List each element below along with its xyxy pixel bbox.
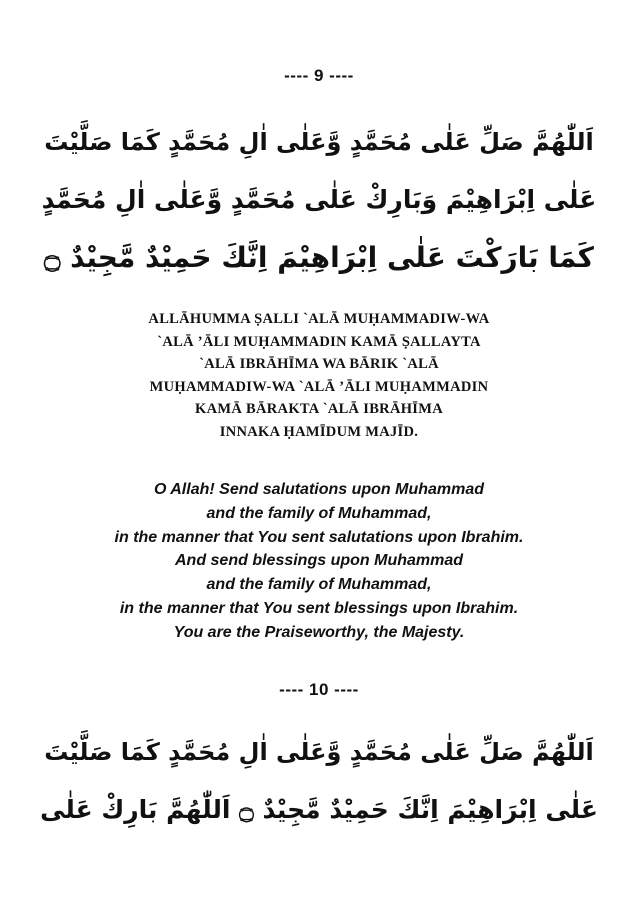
transliteration-line: ALLĀHUMMA ṢALLI `ALĀ MUḤAMMADIW-WA xyxy=(148,311,490,327)
transliteration-line: `ALĀ ’ĀLI MUḤAMMADIN KAMĀ ṢALLAYTA xyxy=(157,333,481,350)
section-number-9: ---- 9 ---- xyxy=(284,66,354,85)
section-number-10: ---- 10 ---- xyxy=(279,680,359,699)
translation-line: and the family of Muhammad, xyxy=(206,576,432,594)
transliteration-block-9 xyxy=(60,308,578,443)
arabic-line: اَللّٰهُمَّ صَلِّ عَلٰى مُحَمَّدٍ وَّعَلٰى اٰلِ مُحَمَّدٍ كَمَا صَلَّيْتَ xyxy=(44,738,594,766)
transliteration-line: `ALĀ IBRĀHĪMA WA BĀRIK `ALĀ xyxy=(199,356,439,372)
transliteration-line: INNAKA ḤAMĪDUM MAJĪD. xyxy=(219,423,419,440)
arabic-line: اَللّٰهُمَّ صَلِّ عَلٰى مُحَمَّدٍ وَّعَلٰى اٰلِ مُحَمَّدٍ كَمَا صَلَّيْتَ xyxy=(44,128,594,156)
translation-line: in the manner that You sent blessings upon Ibrahim. xyxy=(119,599,519,617)
arabic-line: عَلٰى اِبْرَاهِيْمَ اِنَّكَ حَمِيْدٌ مَّجِيْدٌ ۝ اَللّٰهُمَّ بَارِكْ عَلٰى xyxy=(40,795,598,824)
translation-line: O Allah! Send salutations upon Muhammad xyxy=(153,481,485,498)
transliteration-line: MUḤAMMADIW-WA `ALĀ ’ĀLI MUḤAMMADIN xyxy=(149,378,489,395)
translation-line: and the family of Muhammad, xyxy=(206,504,432,522)
translation-block-9 xyxy=(30,478,608,645)
arabic-line: كَمَا بَارَكْتَ عَلٰى اِبْرَاهِيْمَ اِنَّكَ حَمِيْدٌ مَّجِيْدٌ ۝ xyxy=(44,241,594,274)
translation-line: in the manner that You sent salutations upon Ibrahim. xyxy=(114,528,524,546)
arabic-line: عَلٰى اِبْرَاهِيْمَ وَبَارِكْ عَلٰى مُحَمَّدٍ وَّعَلٰى اٰلِ مُحَمَّدٍ xyxy=(41,185,597,214)
transliteration-line: KAMĀ BĀRAKTA `ALĀ IBRĀHĪMA xyxy=(195,401,443,417)
translation-line: You are the Praiseworthy, the Majesty. xyxy=(173,623,465,641)
translation-line: And send blessings upon Muhammad xyxy=(174,552,464,570)
